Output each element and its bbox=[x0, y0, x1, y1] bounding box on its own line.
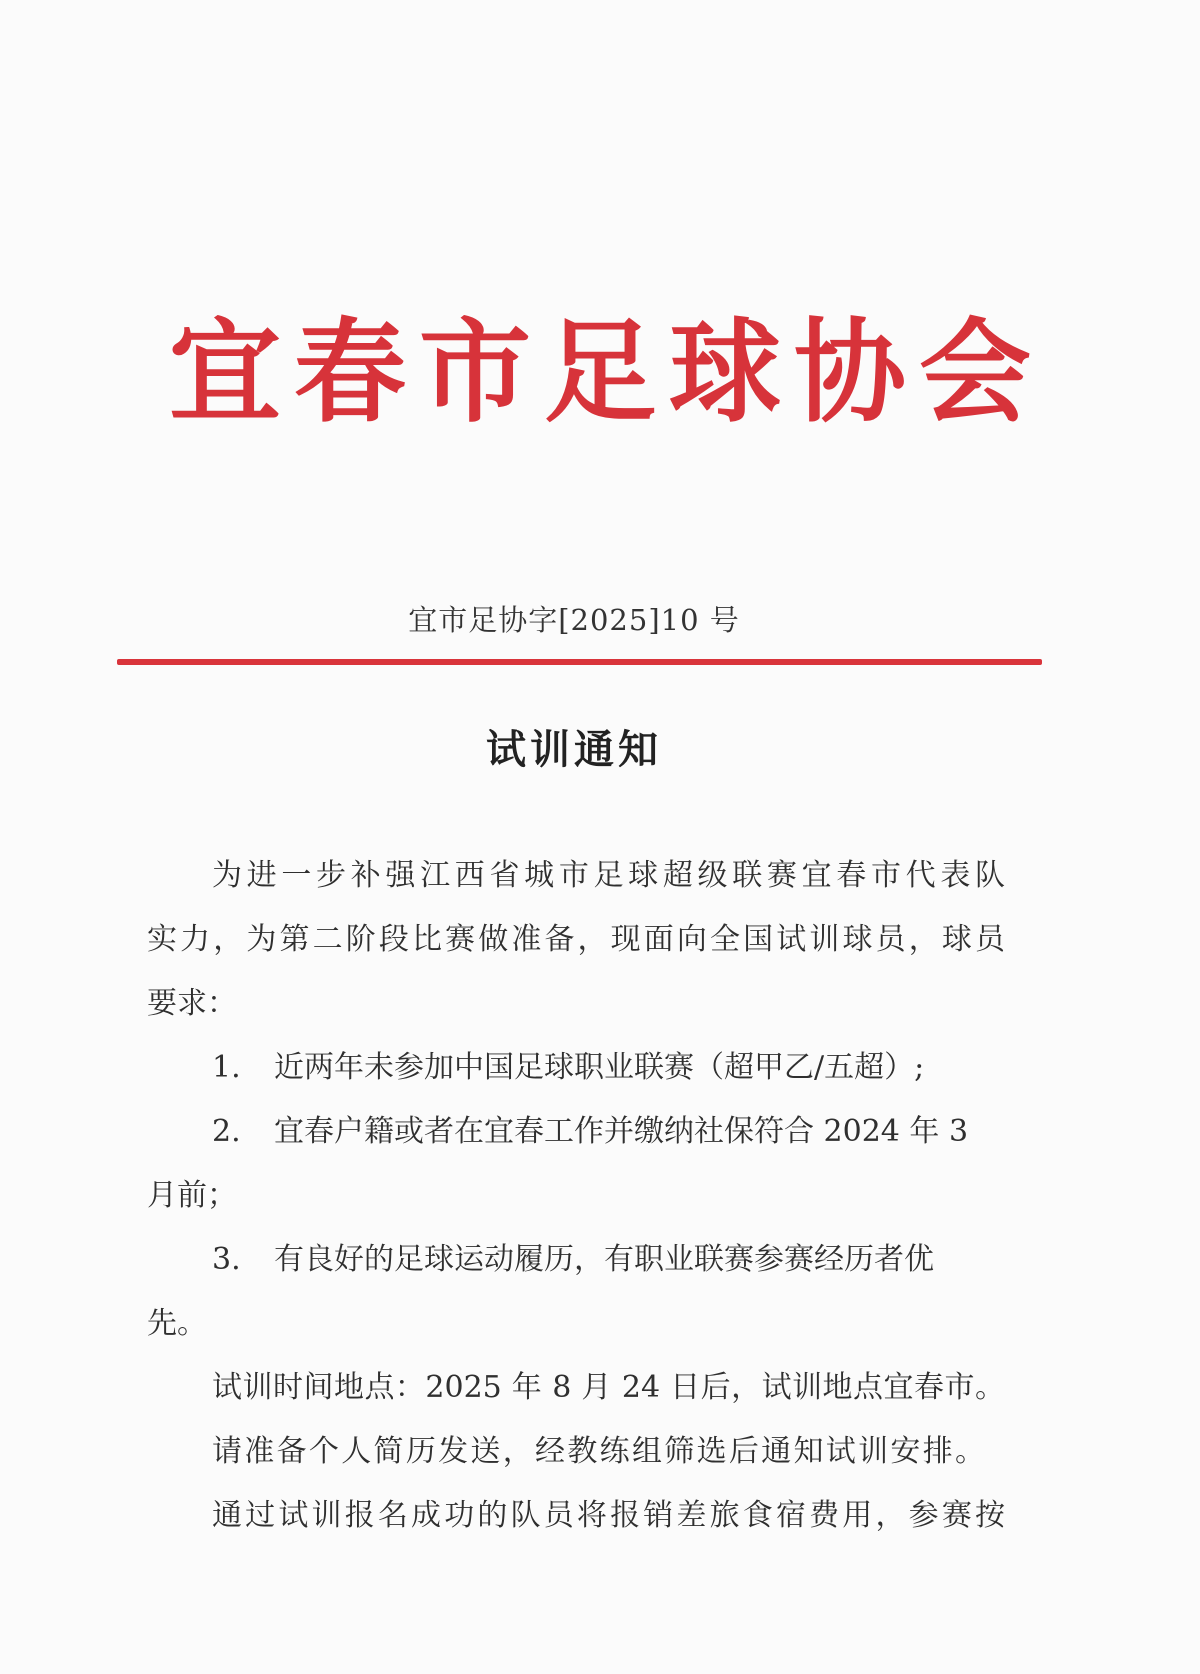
requirement-number: 1. bbox=[212, 1050, 241, 1085]
resume-paragraph: 请准备个人简历发送，经教练组筛选后通知试训安排。 bbox=[212, 1434, 985, 1469]
requirement-number: 3. bbox=[212, 1242, 241, 1277]
time-place-paragraph: 试训时间地点：2025 年 8 月 24 日后，试训地点宜春市。 bbox=[212, 1370, 1005, 1405]
intro-line: 要求： bbox=[147, 986, 237, 1021]
requirement-text: 宜春户籍或者在宜春工作并缴纳社保符合 2024 年 3 bbox=[274, 1114, 969, 1149]
reimbursement-paragraph: 通过试训报名成功的队员将报销差旅食宿费用，参赛按 bbox=[212, 1498, 1005, 1533]
requirement-number: 2. bbox=[212, 1114, 241, 1149]
requirement-text: 有良好的足球运动履历，有职业联赛参赛经历者优 bbox=[274, 1242, 934, 1277]
org-name-char: 足 bbox=[544, 307, 656, 438]
org-name-char: 球 bbox=[669, 307, 781, 438]
org-name-char: 宜 bbox=[169, 307, 281, 438]
organization-header bbox=[0, 298, 1200, 448]
intro-line: 为进一步补强江西省城市足球超级联赛宜春市代表队 bbox=[212, 858, 1005, 893]
org-name-char: 协 bbox=[794, 307, 906, 438]
red-divider-line bbox=[117, 659, 1042, 665]
org-name-char: 春 bbox=[294, 307, 406, 438]
requirement-item bbox=[212, 1108, 1005, 1156]
requirement-continuation: 月前； bbox=[147, 1178, 237, 1213]
requirement-text: 近两年未参加中国足球职业联赛（超甲乙/五超）; bbox=[274, 1050, 925, 1085]
org-name-char: 会 bbox=[919, 307, 1031, 438]
document-number: 宜市足协字[2025]10 号 bbox=[408, 603, 740, 637]
requirement-continuation: 先。 bbox=[147, 1306, 207, 1341]
requirement-item bbox=[212, 1236, 1005, 1284]
document-title: 试训通知 bbox=[486, 727, 662, 773]
requirement-item bbox=[212, 1044, 924, 1092]
org-name-char: 市 bbox=[419, 307, 531, 438]
intro-line: 实力，为第二阶段比赛做准备，现面向全国试训球员，球员 bbox=[147, 922, 1005, 957]
